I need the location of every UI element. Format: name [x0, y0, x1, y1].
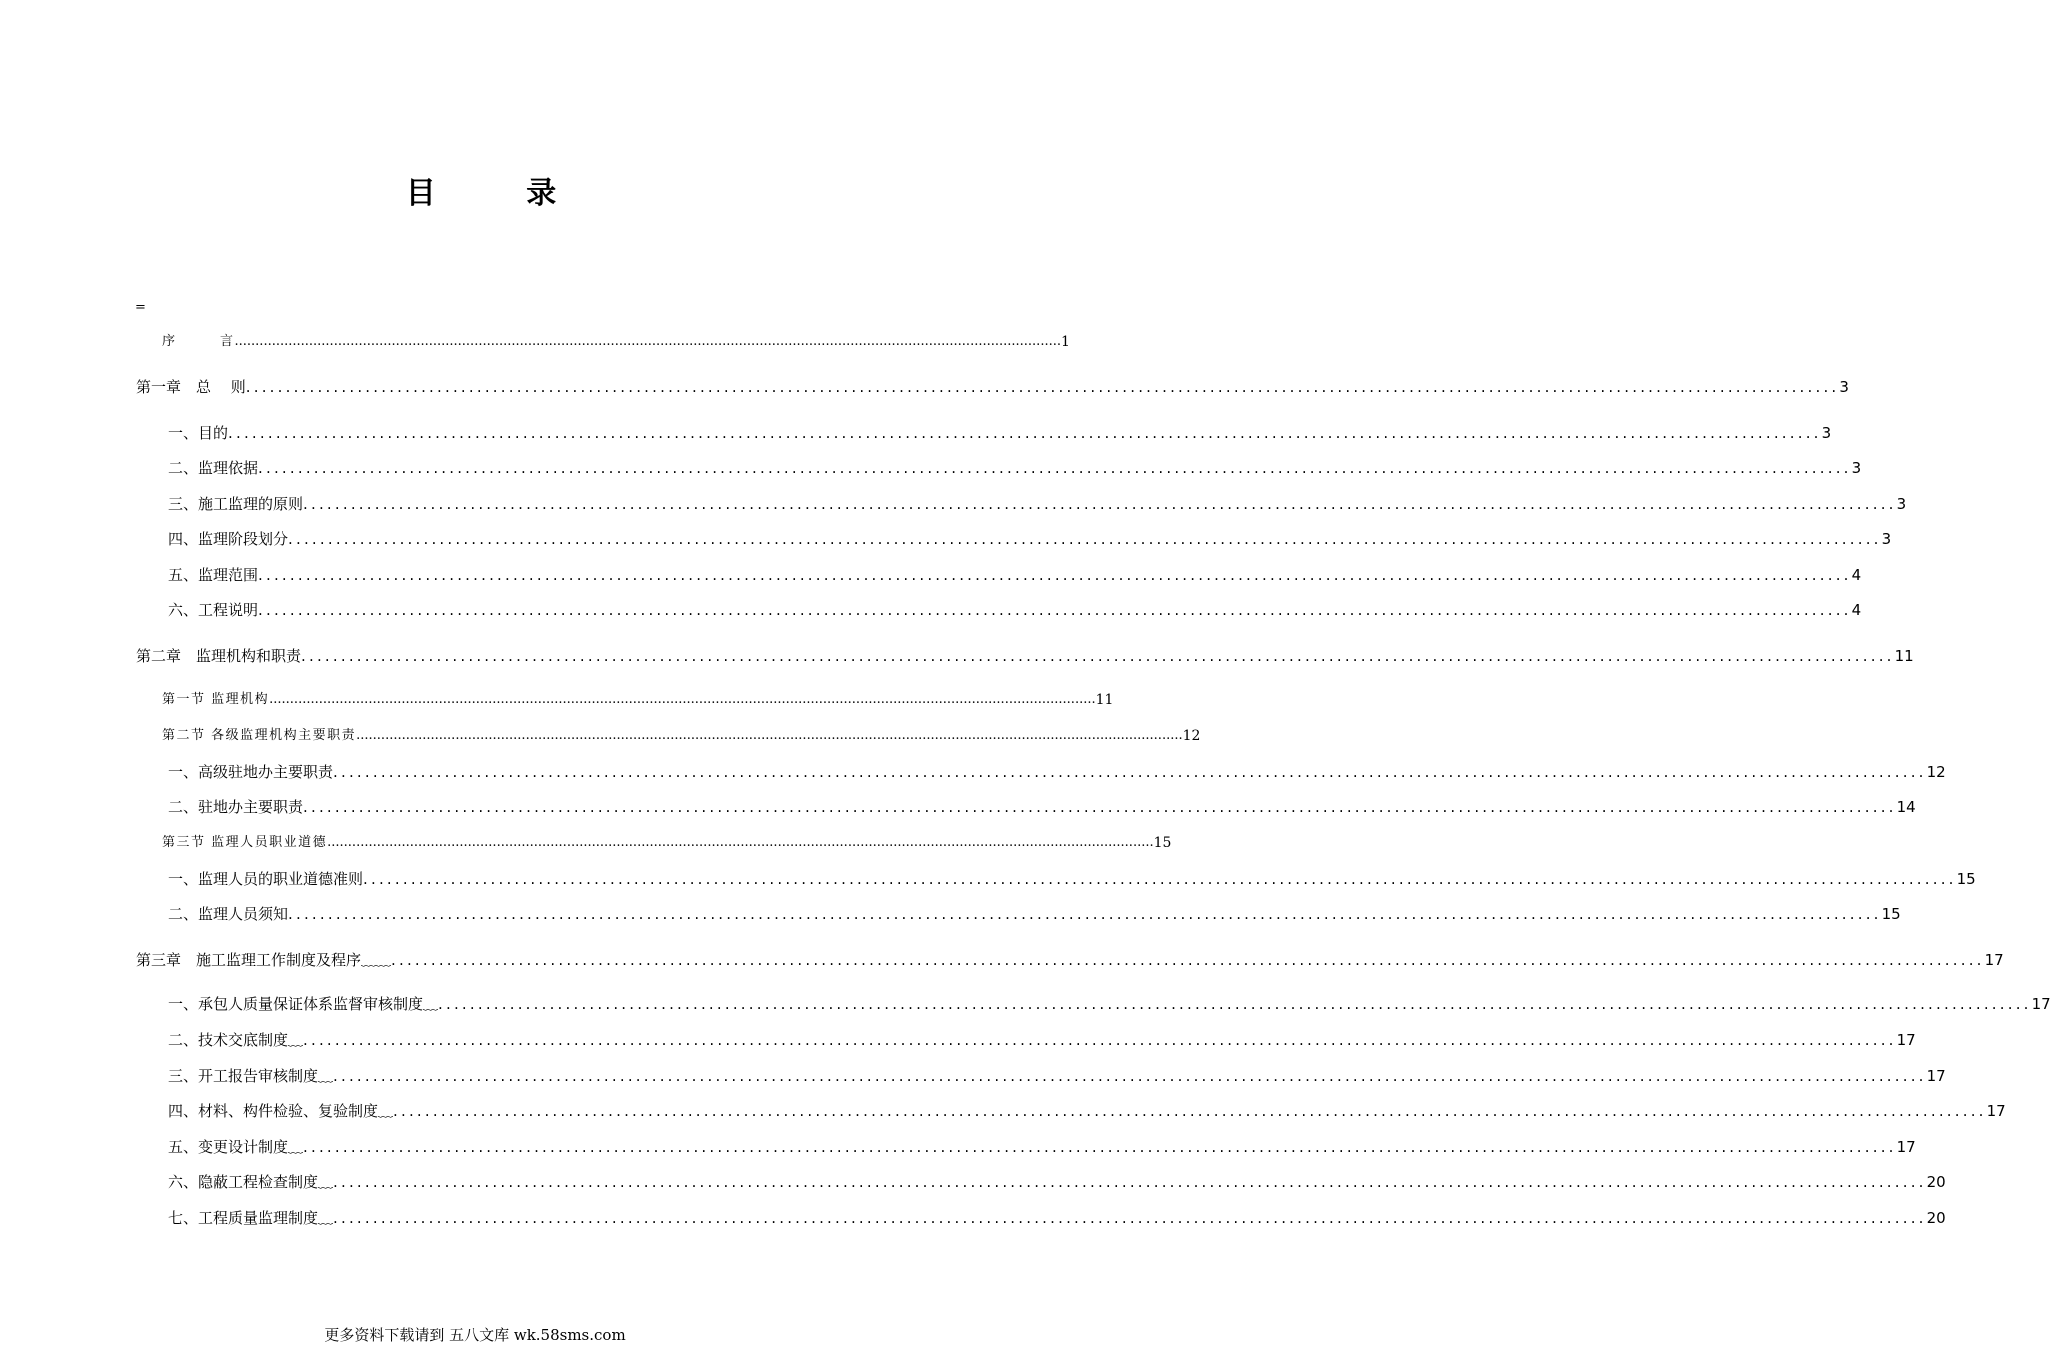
- toc-entry-page: 3: [1839, 378, 1849, 396]
- toc-entry-label: 四、材料、构件检验、复验制度﹏: [168, 1102, 394, 1120]
- toc-entry[interactable]: [168, 1062, 1946, 1086]
- toc-entry[interactable]: [168, 1026, 1916, 1050]
- toc-leader-dots: ........................................................................................................................................................................................................: [438, 995, 2032, 1013]
- toc-leader-dots: ........................................................................................................................................................................................................: [356, 728, 1183, 743]
- toc-entry[interactable]: [168, 1204, 1946, 1228]
- toc-leader-dots: ........................................................................................................................................................................................................: [333, 1209, 1927, 1227]
- toc-leader-dots: ........................................................................................................................................................................................................: [327, 835, 1154, 850]
- toc-entry[interactable]: [168, 1133, 1916, 1157]
- toc-entry[interactable]: [168, 525, 1892, 549]
- toc-entry-page: 3: [1881, 530, 1892, 548]
- stray-mark: =: [135, 300, 146, 315]
- toc-entry-page: 3: [1896, 495, 1907, 513]
- toc-entry[interactable]: [136, 373, 1849, 397]
- toc-entry[interactable]: [136, 946, 2004, 970]
- toc-entry-page: 12: [1182, 728, 1201, 744]
- toc-entry-label: 二、监理依据: [168, 459, 259, 477]
- toc-entry-label: 一、承包人质量保证体系监督审核制度﹏: [168, 995, 439, 1013]
- toc-entry-page: 11: [1894, 647, 1914, 665]
- toc-entry-label: 第一节 监理机构: [162, 692, 270, 707]
- toc-entry[interactable]: [168, 793, 1916, 817]
- toc-leader-dots: ........................................................................................................................................................................................................: [303, 1031, 1897, 1049]
- toc-entry-page: 15: [1956, 870, 1976, 888]
- toc-leader-dots: ........................................................................................................................................................................................................: [303, 495, 1897, 513]
- toc-entry-label: 序 言: [162, 334, 235, 349]
- toc-leader-dots: ........................................................................................................................................................................................................: [258, 459, 1852, 477]
- toc-entry[interactable]: [168, 454, 1862, 478]
- toc-entry-page: 11: [1095, 692, 1114, 708]
- toc-leader-dots: ........................................................................................................................................................................................................: [288, 905, 1882, 923]
- toc-entry-label: 三、开工报告审核制度﹏: [168, 1067, 334, 1085]
- toc-entry-label: 五、监理范围: [168, 566, 259, 584]
- toc-entry-label: 五、变更设计制度﹏: [168, 1138, 304, 1156]
- toc-entry[interactable]: [162, 328, 1070, 352]
- toc-entry-label: 三、施工监理的原则: [168, 495, 304, 513]
- toc-leader-dots: ........................................................................................................................................................................................................: [301, 647, 1895, 665]
- toc-entry-page: 12: [1926, 763, 1946, 781]
- toc-entry-label: 一、高级驻地办主要职责: [168, 763, 334, 781]
- toc-entry-page: 20: [1926, 1209, 1946, 1227]
- toc-leader-dots: ........................................................................................................................................................................................................: [391, 951, 1985, 969]
- toc-entry-label: 第一章 总 则: [136, 378, 246, 396]
- toc-entry-page: 17: [1926, 1067, 1946, 1085]
- toc-entry-page: 4: [1851, 601, 1862, 619]
- toc-entry-label: 二、驻地办主要职责: [168, 798, 304, 816]
- toc-entry-label: 七、工程质量监理制度﹏: [168, 1209, 334, 1227]
- toc-entry[interactable]: [168, 1097, 2006, 1121]
- toc-leader-dots: ........................................................................................................................................................................................................: [234, 334, 1061, 349]
- toc-entry-label: 二、技术交底制度﹏: [168, 1031, 304, 1049]
- toc-entry[interactable]: [136, 642, 1914, 666]
- toc-leader-dots: ........................................................................................................................................................................................................: [269, 692, 1096, 707]
- toc-entry-page: 17: [2031, 995, 2051, 1013]
- toc-entry[interactable]: [168, 1168, 1946, 1192]
- toc-entry-page: 17: [1896, 1031, 1916, 1049]
- toc-leader-dots: ........................................................................................................................................................................................................: [245, 378, 1840, 396]
- toc-leader-dots: ........................................................................................................................................................................................................: [303, 798, 1897, 816]
- toc-entry-label: 第二章 监理机构和职责: [136, 647, 302, 665]
- toc-entry[interactable]: [168, 419, 1832, 443]
- toc-entry-label: 第二节 各级监理机构主要职责: [162, 728, 357, 743]
- toc-leader-dots: ........................................................................................................................................................................................................: [363, 870, 1957, 888]
- toc-leader-dots: ........................................................................................................................................................................................................: [333, 763, 1927, 781]
- toc-leader-dots: ........................................................................................................................................................................................................: [393, 1102, 1987, 1120]
- toc-entry[interactable]: [168, 596, 1862, 620]
- toc-entry[interactable]: [168, 865, 1976, 889]
- toc-entry-label: 第三章 施工监理工作制度及程序﹏﹏: [136, 951, 392, 969]
- toc-entry-page: 4: [1851, 566, 1862, 584]
- toc-entry-page: 17: [1984, 951, 2004, 969]
- document-title: 目 录: [405, 176, 597, 211]
- toc-entry-page: 3: [1821, 424, 1832, 442]
- toc-entry[interactable]: [162, 686, 1114, 710]
- toc-entry-page: 17: [1986, 1102, 2006, 1120]
- toc-entry-label: 六、工程说明: [168, 601, 259, 619]
- toc-leader-dots: ........................................................................................................................................................................................................: [258, 566, 1852, 584]
- toc-entry-page: 3: [1851, 459, 1862, 477]
- footer-watermark: 更多资料下载请到 五八文库 wk.58sms.com: [324, 1326, 626, 1344]
- toc-entry[interactable]: [162, 829, 1172, 853]
- toc-leader-dots: ........................................................................................................................................................................................................: [333, 1067, 1927, 1085]
- toc-entry[interactable]: [168, 758, 1946, 782]
- toc-entry-page: 15: [1153, 835, 1172, 851]
- toc-leader-dots: ........................................................................................................................................................................................................: [288, 530, 1882, 548]
- toc-entry-page: 1: [1060, 334, 1070, 350]
- toc-entry-label: 四、监理阶段划分: [168, 530, 289, 548]
- toc-entry-page: 17: [1896, 1138, 1916, 1156]
- toc-entry[interactable]: [162, 722, 1201, 746]
- toc-entry-page: 14: [1896, 798, 1916, 816]
- toc-leader-dots: ........................................................................................................................................................................................................: [258, 601, 1852, 619]
- toc-entry[interactable]: [168, 490, 1907, 514]
- toc-entry-label: 一、监理人员的职业道德准则: [168, 870, 364, 888]
- toc-entry-page: 20: [1926, 1173, 1946, 1191]
- toc-entry[interactable]: [168, 990, 2051, 1014]
- toc-entry-label: 六、隐蔽工程检查制度﹏: [168, 1173, 334, 1191]
- toc-leader-dots: ........................................................................................................................................................................................................: [333, 1173, 1927, 1191]
- toc-entry-label: 二、监理人员须知: [168, 905, 289, 923]
- toc-entry-page: 15: [1881, 905, 1901, 923]
- toc-entry[interactable]: [168, 900, 1901, 924]
- toc-leader-dots: ........................................................................................................................................................................................................: [303, 1138, 1897, 1156]
- toc-entry-label: 一、目的: [168, 424, 229, 442]
- toc-entry[interactable]: [168, 561, 1862, 585]
- toc-entry-label: 第三节 监理人员职业道德: [162, 835, 328, 850]
- toc-leader-dots: ........................................................................................................................................................................................................: [228, 424, 1822, 442]
